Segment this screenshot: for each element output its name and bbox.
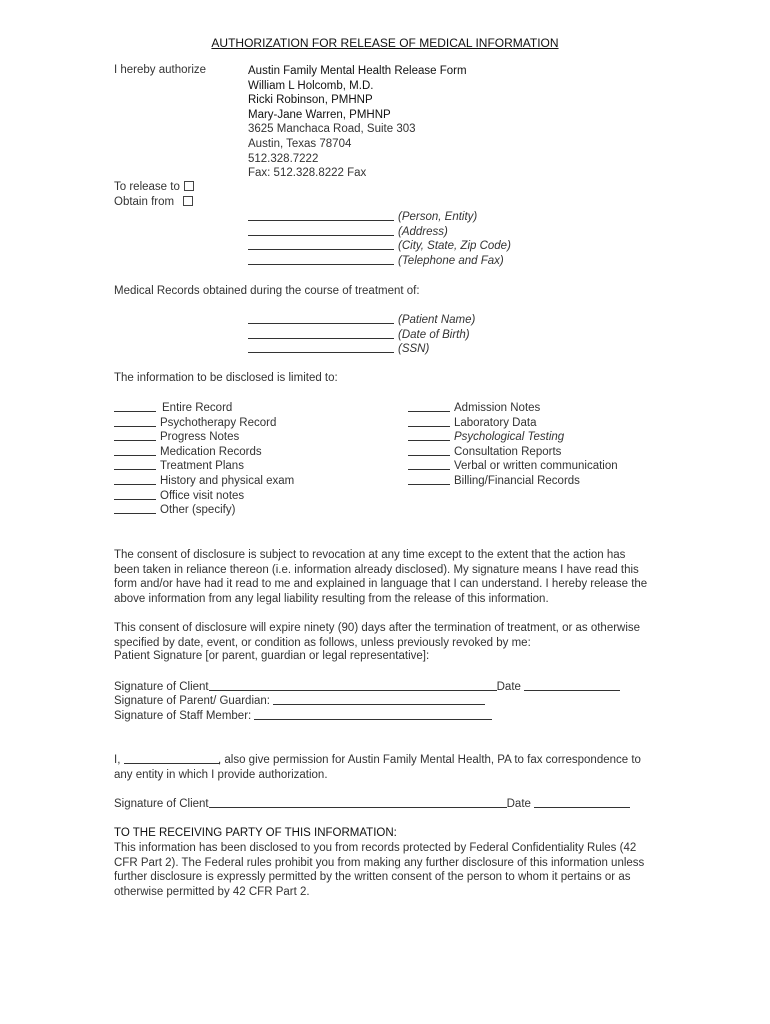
patient-name-field[interactable] [248, 313, 394, 324]
left-items-list [114, 401, 294, 518]
parent-signature-field[interactable] [273, 694, 485, 705]
item-check-line[interactable] [408, 401, 450, 412]
receiving-heading-colon: : [393, 827, 397, 839]
entity-fields [248, 210, 511, 268]
patient-ssn-label: (SSN) [398, 343, 430, 356]
list-item: Other (specify) [114, 503, 294, 518]
item-check-line[interactable] [114, 503, 156, 514]
staff-member: Ricki Robinson, PMHNP [248, 94, 373, 107]
list-item: Consultation Reports [408, 445, 618, 460]
list-item: Laboratory Data [408, 416, 618, 431]
client-signature-row [114, 680, 624, 693]
expire-paragraph: This consent of disclosure will expire ninety (90) days after the termination of treatment, or as otherwise specified by date, event, or condition as follows, unless previously revoked by me: [114, 622, 641, 649]
receiving-paragraph: This information has been disclosed to you from records protected by Federal Confidentiality Rules (42 CFR Part 2). The Federal rules prohibit you from making any further disclosure of this information unless further disclosure is expressly permitted by the written consent of the person to whom it pertains or as otherwise permitted by 42 CFR Part 2. [114, 842, 645, 898]
item-check-line[interactable] [408, 474, 450, 485]
list-item: Office visit notes [114, 489, 294, 504]
form-title: AUTHORIZATION FOR RELEASE OF MEDICAL INFORMATION [211, 36, 559, 50]
item-check-line[interactable] [114, 474, 156, 485]
date-label: Date [496, 681, 521, 693]
list-item: Psychological Testing [408, 430, 618, 445]
provider-block [248, 64, 467, 181]
provider-address-line1: 3625 Manchaca Road, Suite 303 [248, 123, 416, 136]
patient-dob-field[interactable] [248, 328, 394, 339]
client-signature-field-2[interactable] [209, 797, 507, 808]
item-check-line[interactable] [408, 445, 450, 456]
list-item: Entire Record [114, 401, 294, 416]
provider-address-line2: Austin, Texas 78704 [248, 137, 352, 150]
list-item: Admission Notes [408, 401, 618, 416]
release-to-label: To release to [114, 181, 180, 193]
patient-fields [248, 313, 475, 357]
parent-signature-label: Signature of Parent/ Guardian: [114, 695, 270, 707]
entity-name-label: (Person, Entity) [398, 211, 478, 223]
item-check-line[interactable] [114, 401, 156, 412]
provider-name: Austin Family Mental Health Release Form [248, 65, 467, 77]
staff-signature-field[interactable] [254, 709, 492, 720]
entity-address-label: (Address) [398, 225, 448, 238]
entity-phone-label: (Telephone and Fax) [398, 254, 504, 267]
client-signature-row-2 [114, 797, 634, 810]
list-item: Progress Notes [114, 430, 294, 445]
staff-member: William L Holcomb, M.D. [248, 79, 374, 92]
release-to-checkbox[interactable] [184, 181, 194, 191]
obtain-from-row [114, 196, 193, 208]
entity-city-field[interactable] [248, 239, 394, 250]
item-check-line[interactable] [408, 459, 450, 470]
item-check-line[interactable] [408, 430, 450, 441]
fax-permission-prefix: I, [114, 754, 121, 766]
staff-member: Mary-Jane Warren, PMHNP [248, 108, 391, 121]
obtain-from-checkbox[interactable] [183, 196, 193, 206]
receiving-heading-text: TO THE RECEIVING PARTY OF THIS INFORMATION [114, 827, 394, 839]
item-check-line[interactable] [114, 416, 156, 427]
fax-permission-text: , also give permission for Austin Family Mental Health, PA to fax correspondence to any entity in which I provide authorization. [114, 754, 641, 781]
patient-ssn-field[interactable] [248, 342, 394, 353]
client-signature-label: Signature of Client [114, 681, 209, 693]
patient-signature-note: Patient Signature [or parent, guardian or legal representative]: [114, 650, 430, 662]
item-check-line[interactable] [114, 489, 156, 500]
entity-city-label: (City, State, Zip Code) [398, 240, 511, 253]
consent-paragraph: The consent of disclosure is subject to revocation at any time except to the extent that the action has been taken in reliance thereon (i.e. information already disclosed). My signature means I have read this form and/or have had it read to me and explained in language that I can understand. I hereby release the above information from any legal liability resulting from the release of this information. [114, 549, 648, 605]
entity-address-field[interactable] [248, 225, 394, 236]
entity-phone-field[interactable] [248, 254, 394, 265]
obtain-from-label: Obtain from [114, 196, 175, 208]
staff-signature-row [114, 709, 496, 722]
list-item: Treatment Plans [114, 459, 294, 474]
client-signature-label: Signature of Client [114, 798, 209, 810]
date-label: Date [506, 798, 531, 810]
list-item: History and physical exam [114, 474, 294, 489]
list-item: Medication Records [114, 445, 294, 460]
patient-name-label: (Patient Name) [398, 314, 476, 326]
receiving-heading [114, 827, 397, 839]
item-check-line[interactable] [114, 445, 156, 456]
item-check-line[interactable] [114, 430, 156, 441]
patient-dob-label: (Date of Birth) [398, 328, 470, 341]
list-item: Billing/Financial Records [408, 474, 618, 489]
release-to-row [114, 181, 194, 193]
item-check-line[interactable] [408, 416, 450, 427]
staff-signature-label: Signature of Staff Member: [114, 710, 252, 722]
parent-signature-row [114, 694, 489, 707]
client-date-field-2[interactable] [534, 797, 630, 808]
client-signature-field[interactable] [209, 680, 497, 691]
list-item: Verbal or written communication [408, 459, 618, 474]
right-items-list [408, 401, 618, 489]
provider-phone: 512.328.7222 [248, 152, 319, 165]
list-item: Psychotherapy Record [114, 416, 294, 431]
limited-label: The information to be disclosed is limited to: [114, 372, 338, 384]
records-label: Medical Records obtained during the course of treatment of: [114, 285, 420, 297]
item-check-line[interactable] [114, 459, 156, 470]
provider-fax: Fax: 512.328.8222 Fax [248, 167, 367, 180]
authorize-label: I hereby authorize [114, 64, 207, 76]
client-date-field[interactable] [524, 680, 620, 691]
entity-name-field[interactable] [248, 210, 394, 221]
